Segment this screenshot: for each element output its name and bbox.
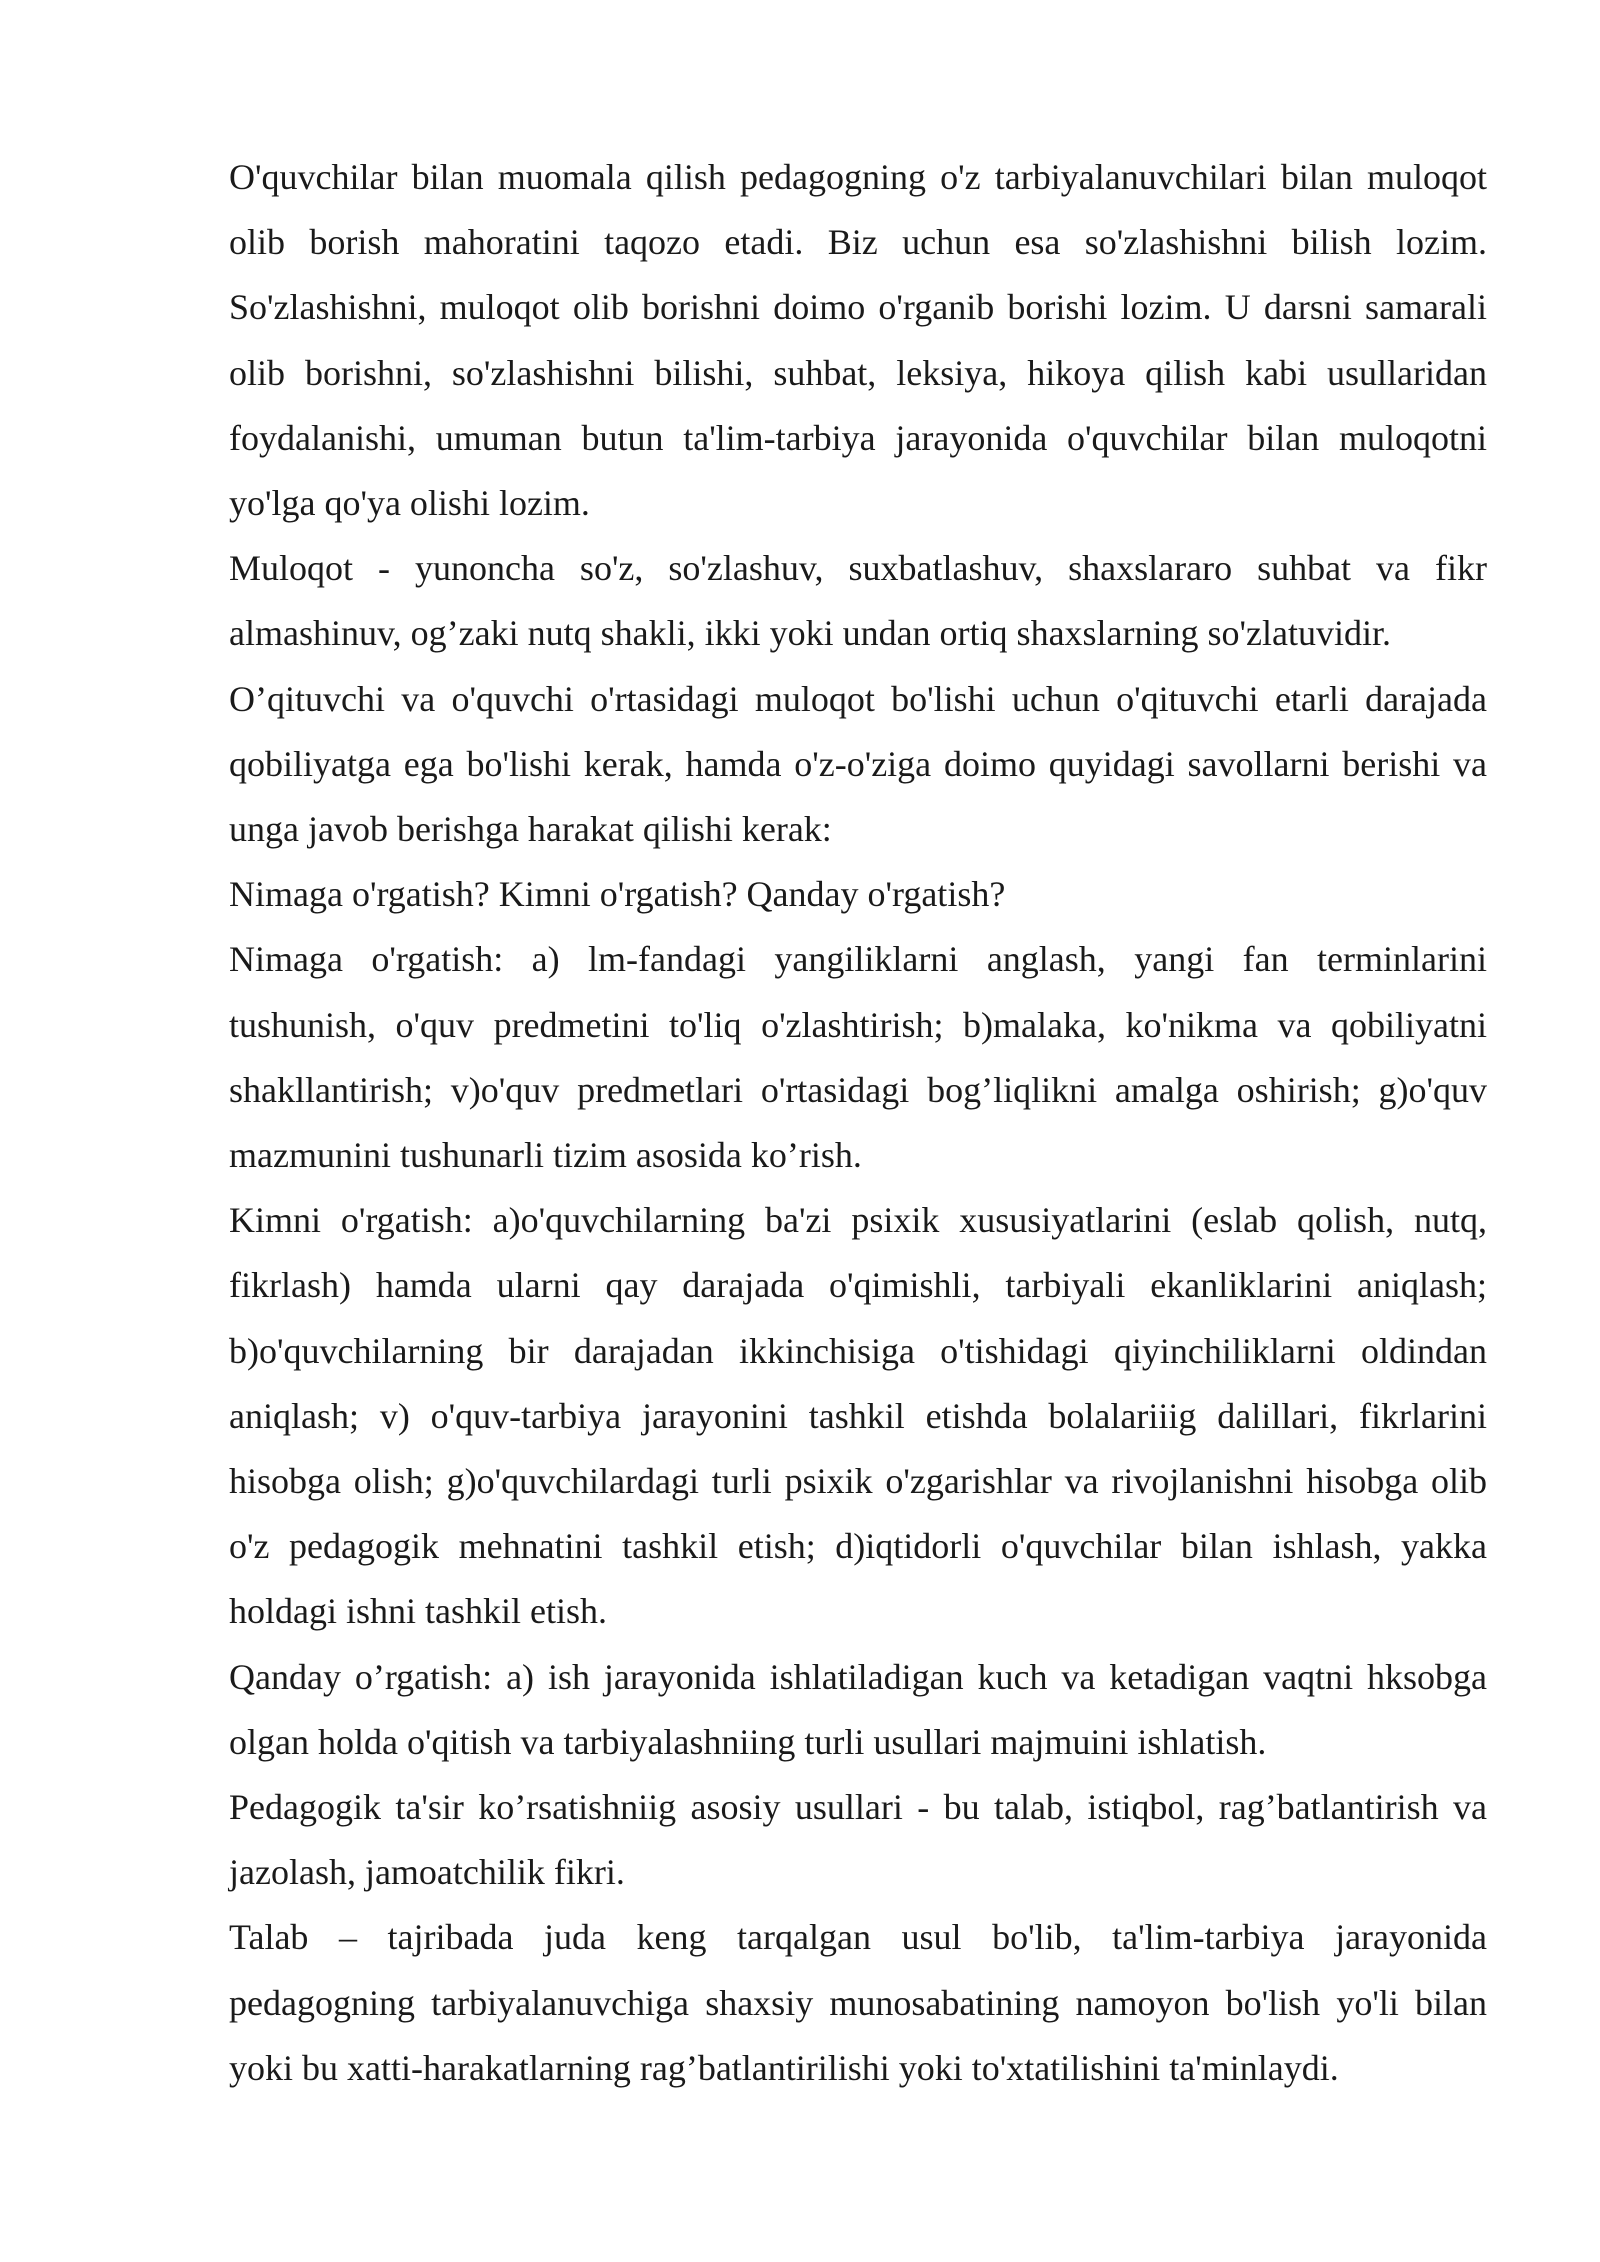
- paragraph-5: Nimaga o'rgatish: a) lm-fandagi yangiliklarni anglash, yangi fan terminlarini tushunish, o'quv predmetini to'liq o'zlashtirish; b)malaka, ko'nikma va qobiliyatni shakllantirish; v)o'quv predmetlari o'rtasidagi bog’liqlikni amalga oshirish; g)o'quv mazmunini tushunarli tizim asosida ko’rish.: [229, 939, 1487, 1176]
- paragraph-4: Nimaga o'rgatish? Kimni o'rgatish? Qanday o'rgatish?: [229, 874, 1006, 915]
- paragraph-2: Muloqot - yunoncha so'z, so'zlashuv, suxbatlashuv, shaxslararo suhbat va fikr almashinuv, og’zaki nutq shakli, ikki yoki undan ortiq shaxslarning so'zlatuvidir.: [229, 548, 1487, 654]
- paragraph-8: Pedagogik ta'sir ko’rsatishniig asosiy usullari - bu talab, istiqbol, rag’batlantirish va jazolash, jamoatchilik fikri.: [229, 1787, 1487, 1893]
- paragraph-7: Qanday o’rgatish: a) ish jarayonida ishlatiladigan kuch va ketadigan vaqtni hksobga olgan holda o'qitish va tarbiyalashniing turli usullari majmuini ishlatish.: [229, 1656, 1487, 1762]
- document-body: [229, 145, 1487, 2101]
- paragraph-9: Talab – tajribada juda keng tarqalgan usul bo'lib, ta'lim-tarbiya jarayonida pedagogning tarbiyalanuvchiga shaxsiy munosabatining namoyon bo'lish yo'li bilan yoki bu xatti-harakatlarning rag’batlantirilishi yoki to'xtatilishini ta'minlaydi.: [229, 1917, 1487, 2088]
- paragraph-6: Kimni o'rgatish: a)o'quvchilarning ba'zi psixik xususiyatlarini (eslab qolish, nutq, fikrlash) hamda ularni qay darajada o'qimishli, tarbiyali ekanliklarini aniqlash; b)o'quvchilarning bir darajadan ikkinchisiga o'tishidagi qiyinchiliklarni oldindan aniqlash; v) o'quv-tarbiya jarayonini tashkil etishda bolalariiig dalillari, fikrlarini hisobga olish; g)o'quvchilardagi turli psixik o'zgarishlar va rivojlanishni hisobga olib o'z pedagogik mehnatini tashkil etish; d)iqtidorli o'quvchilar bilan ishlash, yakka holdagi ishni tashkil etish.: [229, 1200, 1487, 1632]
- paragraph-1: O'quvchilar bilan muomala qilish pedagogning o'z tarbiyalanuvchilari bilan muloqot olib borish mahoratini taqozo etadi. Biz uchun esa so'zlashishni bilish lozim. So'zlashishni, muloqot olib borishni doimo o'rganib borishi lozim. U darsni samarali olib borishni, so'zlashishni bilishi, suhbat, leksiya, hikoya qilish kabi usullaridan foydalanishi, umuman butun ta'lim-tarbiya jarayonida o'quvchilar bilan muloqotni yo'lga qo'ya olishi lozim.: [229, 157, 1487, 524]
- paragraph-3: O’qituvchi va o'quvchi o'rtasidagi muloqot bo'lishi uchun o'qituvchi etarli darajada qobiliyatga ega bo'lishi kerak, hamda o'z-o'ziga doimo quyidagi savollarni berishi va unga javob berishga harakat qilishi kerak:: [229, 678, 1487, 850]
